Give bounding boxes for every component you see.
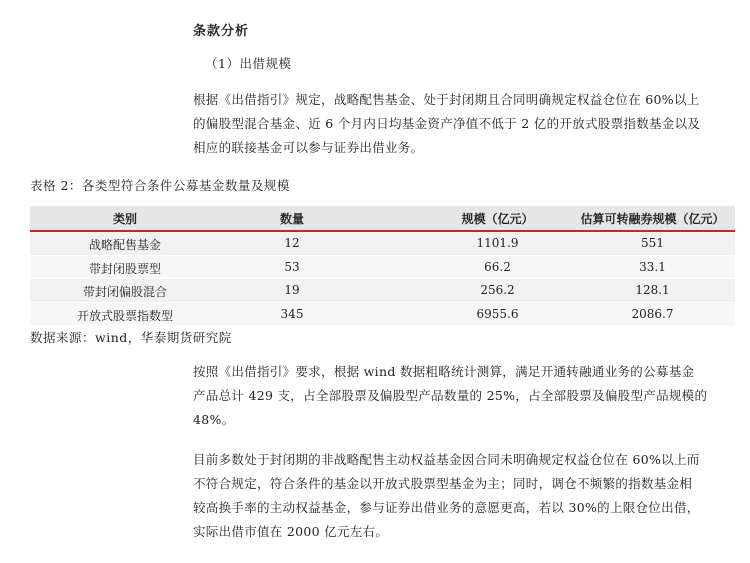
paragraph-1 xyxy=(193,88,733,160)
header-scale: 规模（亿元） xyxy=(461,212,534,226)
paragraph-line: 产品总计 429 支，占全部股票及偏股型产品数量的 25%，占全部股票及偏股型产品规模的 xyxy=(193,388,708,403)
cell-count: 12 xyxy=(284,236,300,250)
cell-scale: 6955.6 xyxy=(476,306,519,321)
data-source: 数据来源：wind，华泰期货研究院 xyxy=(30,330,232,345)
paragraph-line: 实际出借市值在 2000 亿元左右。 xyxy=(193,524,389,539)
header-category: 类别 xyxy=(112,212,137,226)
subsection-title: （1）出借规模 xyxy=(205,56,292,71)
cell-scale: 1101.9 xyxy=(476,236,519,250)
table-caption: 表格 2：各类型符合条件公募基金数量及规模 xyxy=(30,178,290,193)
paragraph-line: 不符合规定，符合条件的基金以开放式股票型基金为主；同时，调仓不频繁的指数基金相 xyxy=(193,476,693,491)
cell-lendable-scale: 2086.7 xyxy=(631,306,674,321)
paragraph-2 xyxy=(193,360,733,432)
cell-category: 带封闭股票型 xyxy=(88,261,161,276)
cell-category: 开放式股票指数型 xyxy=(76,308,173,323)
cell-count: 345 xyxy=(280,306,304,321)
table-row xyxy=(30,256,735,280)
cell-lendable-scale: 33.1 xyxy=(639,259,666,274)
table-body xyxy=(30,232,735,326)
section-title: 条款分析 xyxy=(193,24,250,39)
cell-category: 带封闭偏股混合 xyxy=(82,285,167,299)
paragraph-line: 较高换手率的主动权益基金，参与证券出借业务的意愿更高，若以 30%的上限仓位出借， xyxy=(193,500,700,515)
table-row xyxy=(30,303,735,327)
cell-count: 19 xyxy=(284,283,300,297)
paragraph-line: 目前多数处于封闭期的非战略配售主动权益基金因合同未明确规定权益仓位在 60%以上而 xyxy=(193,452,700,467)
paragraph-line: 相应的联接基金可以参与证券出借业务。 xyxy=(193,140,424,155)
paragraph-3 xyxy=(193,448,733,544)
table-header xyxy=(30,206,735,232)
cell-scale: 256.2 xyxy=(480,283,515,297)
cell-count: 53 xyxy=(284,259,300,274)
paragraph-line: 按照《出借指引》要求，根据 wind 数据粗略统计测算，满足开通转融通业务的公募基金 xyxy=(193,364,695,379)
header-count: 数量 xyxy=(279,212,304,226)
fund-table xyxy=(30,206,735,326)
table-row xyxy=(30,279,735,303)
table-row xyxy=(30,232,735,256)
cell-lendable-scale: 551 xyxy=(641,236,664,250)
cell-scale: 66.2 xyxy=(484,259,511,274)
paragraph-line: 48%。 xyxy=(193,412,235,427)
paragraph-line: 的偏股型混合基金、近 6 个月内日均基金资产净值不低于 2 亿的开放式股票指数基金以及 xyxy=(193,116,701,131)
paragraph-line: 根据《出借指引》规定，战略配售基金、处于封闭期且合同明确规定权益仓位在 60%以上 xyxy=(193,92,700,107)
cell-category: 战略配售基金 xyxy=(88,238,161,252)
cell-lendable-scale: 128.1 xyxy=(635,283,670,297)
header-lendable-scale: 估算可转融券规模（亿元） xyxy=(580,212,725,226)
